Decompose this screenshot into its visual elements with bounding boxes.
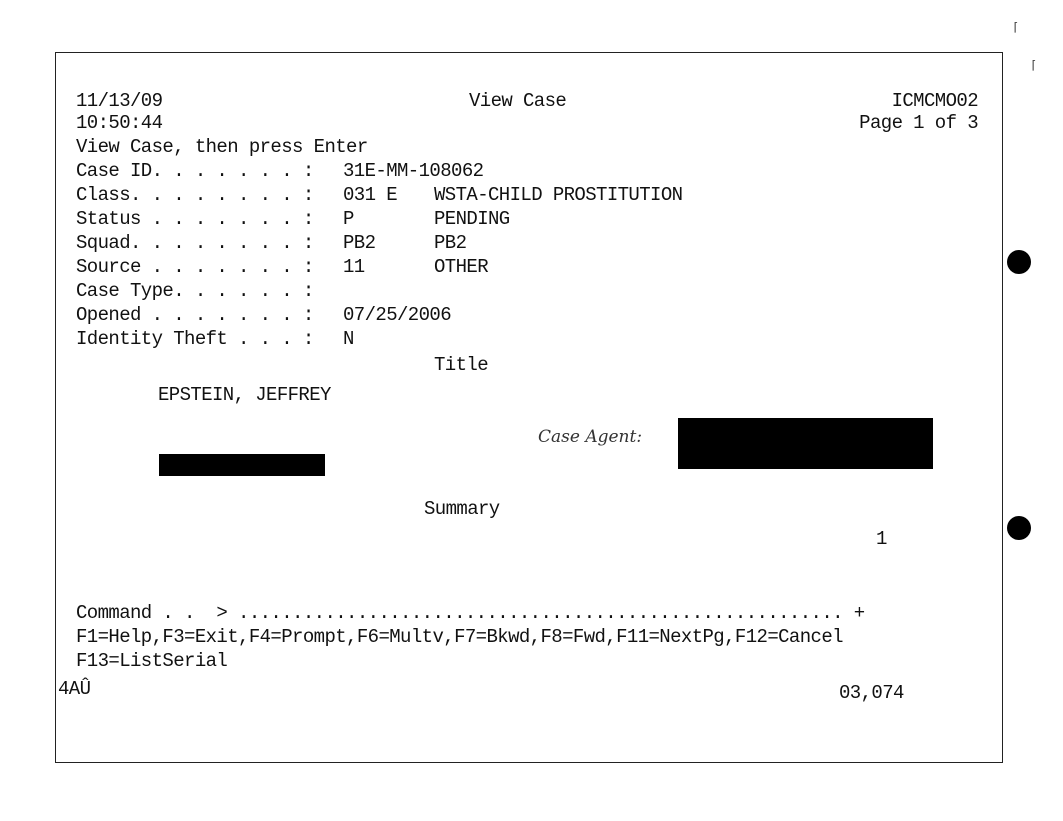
binder-hole-bottom [1007,516,1031,540]
field-value-class[interactable]: 031 E [343,184,398,206]
field-value-identity-theft[interactable]: N [343,328,354,350]
instruction-text: View Case, then press Enter [76,136,368,158]
field-value-source[interactable]: 11 [343,256,365,278]
field-label-status: Status . . . . . . . : [76,208,314,230]
summary-number: 1 [876,528,887,550]
status-left: 4AÛ [58,678,91,700]
program-id: ICMCMO02 [891,90,978,112]
field-label-squad: Squad. . . . . . . . : [76,232,314,254]
field-label-opened: Opened . . . . . . . : [76,304,314,326]
screen-time: 10:50:44 [76,112,163,134]
function-keys-line-1: F1=Help,F3=Exit,F4=Prompt,F6=Multv,F7=Bkwd,F8=Fwd,F11=NextPg,F12=Cancel [76,626,843,648]
screen-date: 11/13/09 [76,90,163,112]
title-label: Title [434,354,489,376]
summary-label: Summary [424,498,500,520]
field-value-opened[interactable]: 07/25/2006 [343,304,452,326]
field-label-case-type: Case Type. . . . . . : [76,280,314,302]
handwritten-note: Case Agent: [538,427,643,447]
field-value-status[interactable]: P [343,208,354,230]
field-desc-source: OTHER [434,256,489,278]
function-keys-line-2: F13=ListSerial [76,650,228,672]
redaction-box-title [159,454,325,476]
field-value-case-id[interactable]: 31E-MM-108062 [343,160,484,182]
title-value: EPSTEIN, JEFFREY [158,384,331,406]
terminal-screen [55,52,1003,763]
field-label-identity-theft: Identity Theft . . . : [76,328,314,350]
field-label-class: Class. . . . . . . . : [76,184,314,206]
field-desc-class: WSTA-CHILD PROSTITUTION [434,184,683,206]
field-desc-status: PENDING [434,208,510,230]
field-value-squad[interactable]: PB2 [343,232,376,254]
field-desc-squad: PB2 [434,232,467,254]
field-label-source: Source . . . . . . . : [76,256,314,278]
field-label-case-id: Case ID. . . . . . . : [76,160,314,182]
redaction-box-agent [678,418,933,469]
corner-mark-2: ⌈ [1030,59,1038,73]
status-right: 03,074 [839,682,904,704]
screen-title: View Case [469,90,567,112]
corner-mark: ⌈ [1012,21,1020,35]
page-indicator: Page 1 of 3 [859,112,978,134]
command-line[interactable]: Command . . > ........................................................ + [76,602,865,624]
binder-hole-top [1007,250,1031,274]
